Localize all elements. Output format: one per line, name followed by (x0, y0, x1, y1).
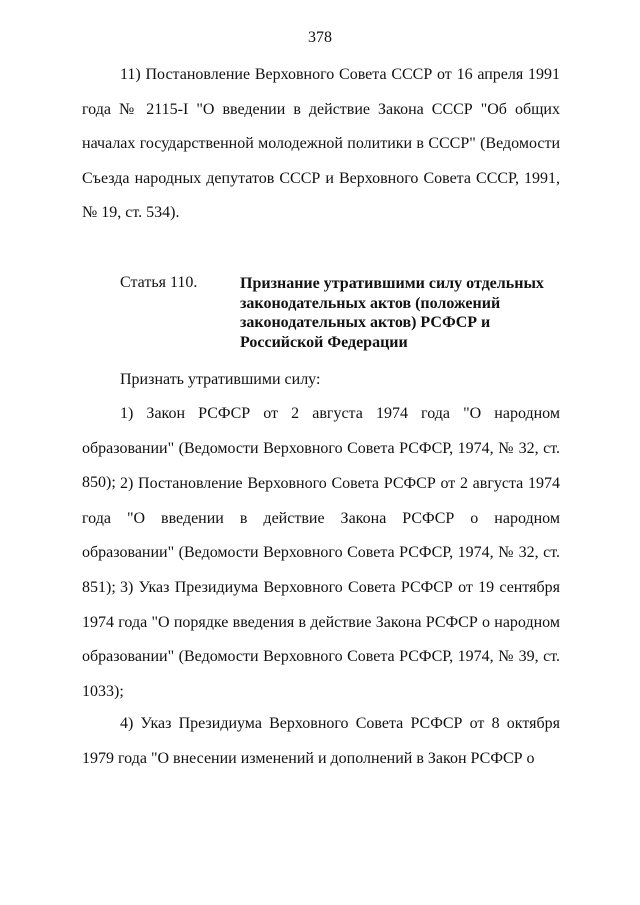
paragraph-text: 11) Постановление Верховного Совета СССР от 16 апреля 1991 года № 2115-I "О введении в действие Закона СССР "Об общих началах государственной молодежной политики в СССР" (Ведомости Съезда народных депутатов СССР и Верховного Совета СССР, 1991, № 19, ст. 534). (82, 66, 560, 221)
paragraph-text: 2) Постановление Верховного Совета РСФСР от 2 августа 1974 года "О введении в действие Закона РСФСР о народном образовании" (Ведомости Верховного Совета РСФСР, 1974, № 32, ст. 851); (82, 475, 560, 596)
paragraph-text: 4) Указ Президиума Верховного Совета РСФСР от 8 октября 1979 года "О внесении изменений и дополнений в Закон РСФСР о (82, 715, 560, 767)
paragraph-intro (82, 363, 560, 398)
paragraph-item-11 (82, 58, 560, 231)
paragraph-text: Признать утратившими силу: (120, 371, 321, 388)
article-label: Статья 110. (120, 274, 198, 291)
paragraph-item-3 (82, 571, 560, 709)
paragraph-text: 1) Закон РСФСР от 2 августа 1974 года "О народном образовании" (Ведомости Верховного Совета РСФСР, 1974, № 32, ст. 850); (82, 405, 560, 491)
article-title: Признание утратившими силу отдельных законодательных актов (положений законодательных актов) РСФСР и Российской Федерации (240, 275, 544, 351)
page-number: 378 (308, 29, 332, 46)
paragraph-item-4 (82, 707, 560, 776)
paragraph-text: 3) Указ Президиума Верховного Совета РСФСР от 19 сентября 1974 года "О порядке введения в действие Закона РСФСР о народном образовании" (Ведомости Верховного Совета РСФСР, 1974, № 39, ст. 1033); (82, 579, 560, 700)
